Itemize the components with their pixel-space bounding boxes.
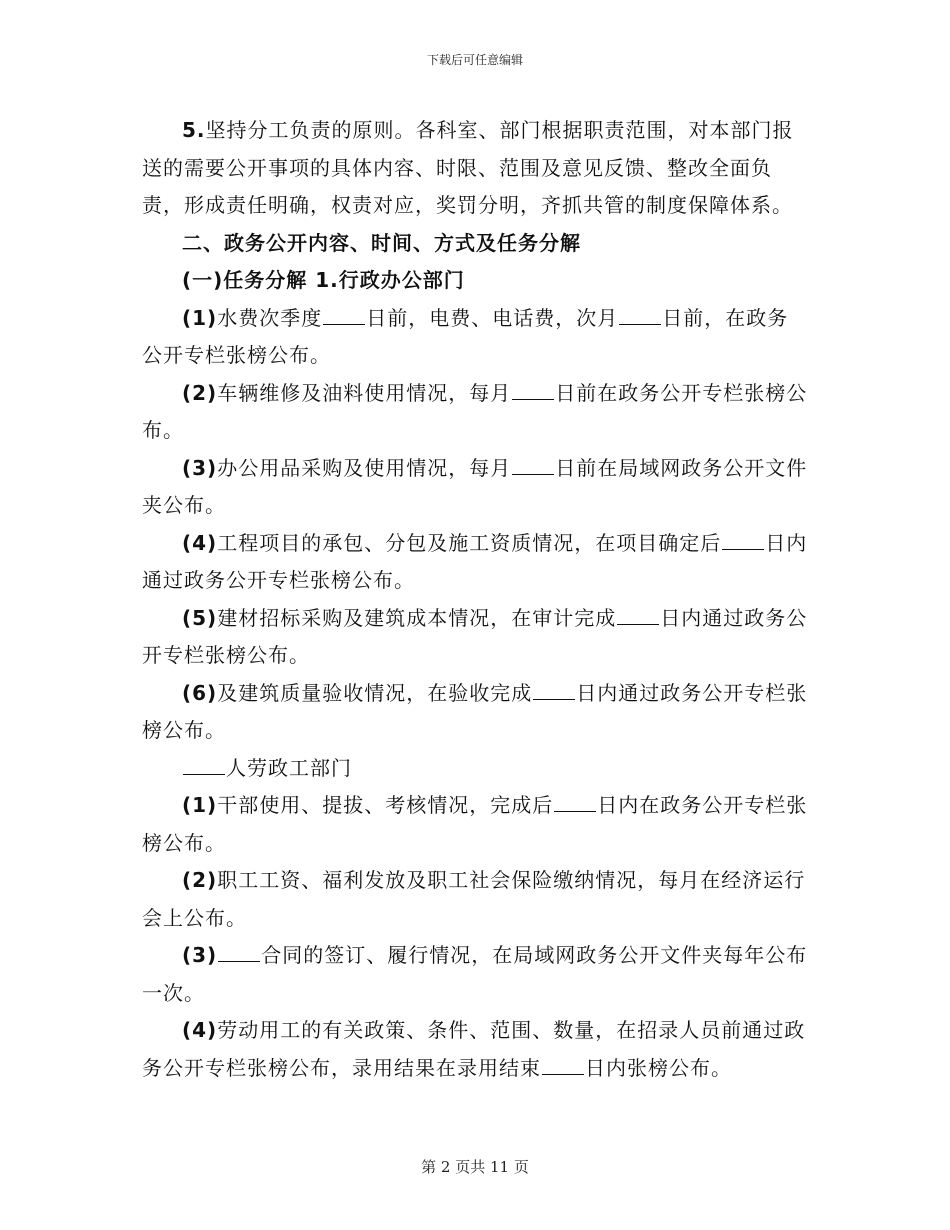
list-item (142, 375, 808, 450)
list-item (142, 862, 808, 937)
item-text: 日内通过政务公开专栏张榜公布。 (142, 680, 808, 742)
page-footer: 第 2 页共 11 页 (421, 1158, 529, 1176)
fill-blank (512, 460, 554, 475)
fill-blank (533, 685, 575, 700)
item-text: 日前，在政务公开专栏张榜公布。 (142, 305, 789, 367)
item-text: 日前，电费、电话费，次月 (366, 305, 619, 330)
item-number: (2) (182, 868, 218, 892)
item-number: (3) (182, 943, 218, 967)
item-text: 劳动用工的有关政策、条件、范围、数量，在招录人员前通过政务公开专栏张榜公布，录用结果在录用结束 (142, 1018, 806, 1080)
item-number: (4) (182, 530, 218, 555)
fill-blank (617, 610, 659, 625)
item-text: 日内在政务公开专栏张榜公布。 (142, 793, 808, 855)
list-item (142, 675, 808, 750)
item-text: 日内通过政务公开专栏张榜公布。 (142, 605, 808, 667)
fill-blank (542, 1060, 584, 1075)
item-text: 工程项目的承包、分包及施工资质情况，在项目确定后 (217, 530, 722, 555)
item-text: 日前在局域网政务公开文件夹公布。 (142, 455, 808, 517)
document-body (142, 112, 808, 1087)
item-number: (2) (182, 380, 218, 405)
paragraph-principle-5 (142, 112, 808, 225)
item-number: (6) (182, 680, 218, 705)
list-item (142, 937, 808, 1012)
item-text: 水费次季度 (217, 305, 323, 330)
department-label: 人劳政工部门 (226, 755, 352, 780)
item-number: (5) (182, 605, 218, 630)
list-item (142, 1012, 808, 1087)
item-number: (1) (182, 305, 218, 330)
fill-blank (218, 947, 260, 962)
list-item (142, 300, 808, 375)
list-item (142, 600, 808, 675)
department-heading (142, 750, 808, 788)
paragraph-text: 坚持分工负责的原则。各科室、部门根据职责范围，对本部门报送的需要公开事项的具体内容、时限、范围及意见反馈、整改全面负责，形成责任明确，权责对应，奖罚分明，齐抓共管的制度保障体系。 (142, 118, 794, 217)
fill-blank (323, 310, 365, 325)
item-text: 干部使用、提拔、考核情况，完成后 (217, 793, 554, 817)
item-text: 日内通过政务公开专栏张榜公布。 (142, 530, 808, 592)
subsection-heading: (一)任务分解 1.行政办公部门 (182, 268, 465, 292)
item-text: 日内张榜公布。 (585, 1055, 732, 1080)
page-header: 下载后可任意编辑 (426, 53, 523, 67)
item-text: 及建筑质量验收情况，在验收完成 (217, 680, 533, 705)
item-text: 职工工资、福利发放及职工社会保险缴纳情况，每月在经济运行会上公布。 (142, 868, 806, 930)
list-item (142, 450, 808, 525)
item-number: (3) (182, 455, 218, 480)
section-heading: 二、政务公开内容、时间、方式及任务分解 (182, 230, 581, 255)
fill-blank (512, 385, 554, 400)
item-text: 合同的签订、履行情况，在局域网政务公开文件夹每年公布一次。 (142, 943, 808, 1005)
item-text: 日前在政务公开专栏张榜公布。 (142, 380, 808, 442)
fill-blank (183, 760, 225, 775)
fill-blank (554, 797, 596, 812)
list-item (142, 525, 808, 600)
item-number: (4) (182, 1018, 218, 1042)
fill-blank (619, 310, 661, 325)
fill-blank (722, 535, 764, 550)
list-item (142, 787, 808, 862)
item-text: 建材招标采购及建筑成本情况，在审计完成 (217, 605, 617, 630)
item-text: 车辆维修及油料使用情况，每月 (217, 380, 512, 405)
item-number: (1) (182, 793, 218, 817)
item-text: 办公用品采购及使用情况，每月 (217, 455, 512, 480)
item-number: 5. (182, 118, 206, 142)
